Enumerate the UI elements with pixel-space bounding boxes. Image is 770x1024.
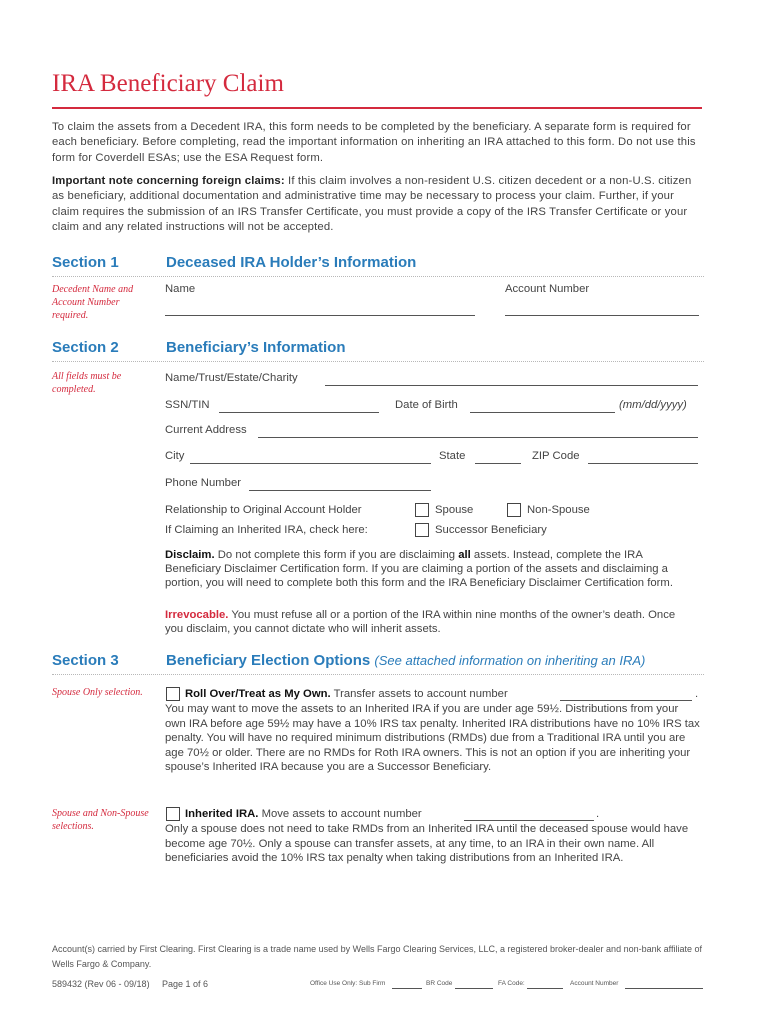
- rollover-account-field[interactable]: [560, 700, 692, 701]
- section2-title: Beneficiary’s Information: [166, 339, 346, 356]
- successor-option-label: Successor Beneficiary: [435, 524, 547, 536]
- intro-paragraph: To claim the assets from a Decedent IRA, this form needs to be completed by the beneficiary. A separate form is required for each beneficiary. Before completing, read the important information on inheriting an IRA attached to this form. Do not use this form for Coverdell ESAs; use the ESA Request form.: [52, 121, 696, 164]
- inherited-lead: Inherited IRA. Move assets to account number: [185, 808, 422, 820]
- city-field[interactable]: [190, 463, 431, 464]
- inherited-account-field[interactable]: [464, 820, 594, 821]
- irrevocable-paragraph: Irrevocable. You must refuse all or a portion of the IRA within nine months of the owner’s death. Once you disclaim, you cannot dictate who will inherit assets.: [165, 609, 676, 635]
- dob-format-hint: (mm/dd/yyyy): [619, 399, 687, 411]
- foreign-claims-note: [52, 174, 704, 235]
- office-use-label: Office Use Only: Sub Firm: [310, 980, 386, 987]
- foreign-claims-text: If this claim involves a non-resident U.S. citizen decedent or a non-U.S. citizen as beneficiary, additional documentation and administrative time may be necessary to process your claim. Further, if your claim requires the submission of an IRS Transfer Certificate, you must provide a copy of the IRS Transfer Certificate or your claim and any related instructions will not be accepted.: [52, 175, 692, 233]
- section3-title: Beneficiary Election Options: [166, 652, 371, 669]
- foreign-claims-heading: Important note concerning foreign claims:: [52, 175, 285, 187]
- disclaim-paragraph: Disclaim. Do not complete this form if you are disclaiming all assets. Instead, complete the IRA Beneficiary Disclaimer Certification form. If you are claiming a portion of the assets and disclaiming a portion, you will need to complete both this form and the IRA Beneficiary Disclaimer Certification form.: [165, 549, 673, 589]
- section1-divider: [52, 276, 704, 277]
- office-account-label: Account Number: [570, 980, 619, 987]
- relationship-label: Relationship to Original Account Holder: [165, 504, 362, 516]
- zip-field[interactable]: [588, 463, 698, 464]
- rollover-heading: Roll Over/Treat as My Own.: [185, 688, 331, 700]
- spouse-option-label: Spouse: [435, 504, 474, 516]
- city-label: City: [165, 450, 185, 462]
- inherited-description: Only a spouse does not need to take RMDs from an Inherited IRA until the deceased spouse would have become age 70½. Only a spouse can transfer assets, at any time, to an IRA in their own name. All beneficiaries avoid the 10% IRS tax penalty when taking distributions from an Inherited IRA.: [165, 823, 689, 864]
- decedent-account-label: Account Number: [505, 283, 590, 295]
- office-account-field[interactable]: [625, 988, 703, 989]
- inherited-ira-checkbox[interactable]: [166, 807, 180, 821]
- state-field[interactable]: [475, 463, 521, 464]
- state-label: State: [439, 450, 466, 462]
- inherited-ira-label: If Claiming an Inherited IRA, check here:: [165, 524, 368, 536]
- section2-note: All fields must be completed.: [52, 371, 122, 395]
- inherited-heading: Inherited IRA.: [185, 808, 259, 820]
- phone-field[interactable]: [249, 490, 431, 491]
- address-label: Current Address: [165, 424, 247, 436]
- successor-checkbox[interactable]: [415, 523, 429, 537]
- sub-firm-field[interactable]: [392, 988, 422, 989]
- section1-note: Decedent Name and Account Number required.: [52, 284, 134, 321]
- decedent-name-label: Name: [165, 283, 196, 295]
- section3-label: Section 3: [52, 652, 119, 669]
- irrevocable-heading: Irrevocable.: [165, 609, 229, 621]
- zip-label: ZIP Code: [532, 450, 580, 462]
- address-field[interactable]: [258, 437, 698, 438]
- nonspouse-option-label: Non-Spouse: [527, 504, 590, 516]
- ssn-label: SSN/TIN: [165, 399, 210, 411]
- nonspouse-checkbox[interactable]: [507, 503, 521, 517]
- spouse-checkbox[interactable]: [415, 503, 429, 517]
- beneficiary-name-field[interactable]: [325, 385, 698, 386]
- beneficiary-name-label: Name/Trust/Estate/Charity: [165, 372, 298, 384]
- clearing-disclosure: Account(s) carried by First Clearing. First Clearing is a trade name used by Wells Fargo Clearing Services, LLC, a registered broker-dealer and non-bank affiliate of Wells Fargo & Company.: [52, 944, 702, 969]
- section1-label: Section 1: [52, 254, 119, 271]
- section3-divider: [52, 674, 704, 675]
- section2-label: Section 2: [52, 339, 119, 356]
- dob-label: Date of Birth: [395, 399, 458, 411]
- section2-divider: [52, 361, 704, 362]
- dob-field[interactable]: [470, 412, 615, 413]
- rollover-lead: Roll Over/Treat as My Own. Transfer assets to account number: [185, 688, 508, 700]
- fa-code-field[interactable]: [527, 988, 563, 989]
- form-title: IRA Beneficiary Claim: [52, 70, 284, 97]
- section3-title-row: [166, 652, 645, 669]
- spouse-only-note: Spouse Only selection.: [52, 687, 143, 698]
- decedent-account-field[interactable]: [505, 315, 699, 316]
- decedent-name-field[interactable]: [165, 315, 475, 316]
- br-code-field[interactable]: [455, 988, 493, 989]
- form-number: 589432 (Rev 06 - 09/18): [52, 979, 150, 989]
- disclaim-heading: Disclaim.: [165, 549, 215, 561]
- section3-subtitle: (See attached information on inheriting an IRA): [374, 653, 646, 668]
- ssn-field[interactable]: [219, 412, 379, 413]
- title-divider: [52, 107, 702, 109]
- rollover-checkbox[interactable]: [166, 687, 180, 701]
- phone-label: Phone Number: [165, 477, 241, 489]
- section1-title: Deceased IRA Holder’s Information: [166, 254, 417, 271]
- br-code-label: BR Code: [426, 980, 453, 987]
- spouse-nonspouse-note: Spouse and Non-Spouse selections.: [52, 808, 149, 832]
- fa-code-label: FA Code:: [498, 980, 525, 987]
- page-number: Page 1 of 6: [162, 979, 209, 989]
- rollover-description: You may want to move the assets to an Inherited IRA if you are under age 59½. Distributions from your own IRA before age 59½ may have a 10% IRS tax penalty. Inherited IRA distributions have no 10% IRS tax penalty. You will have no required minimum distributions (RMDs) due from a Traditional IRA until you are age 70½ or older. There are no RMDs for Roth IRA owners. This is not an option if you are inheriting your spouse’s Inherited IRA because you are a Successor Beneficiary.: [165, 703, 700, 773]
